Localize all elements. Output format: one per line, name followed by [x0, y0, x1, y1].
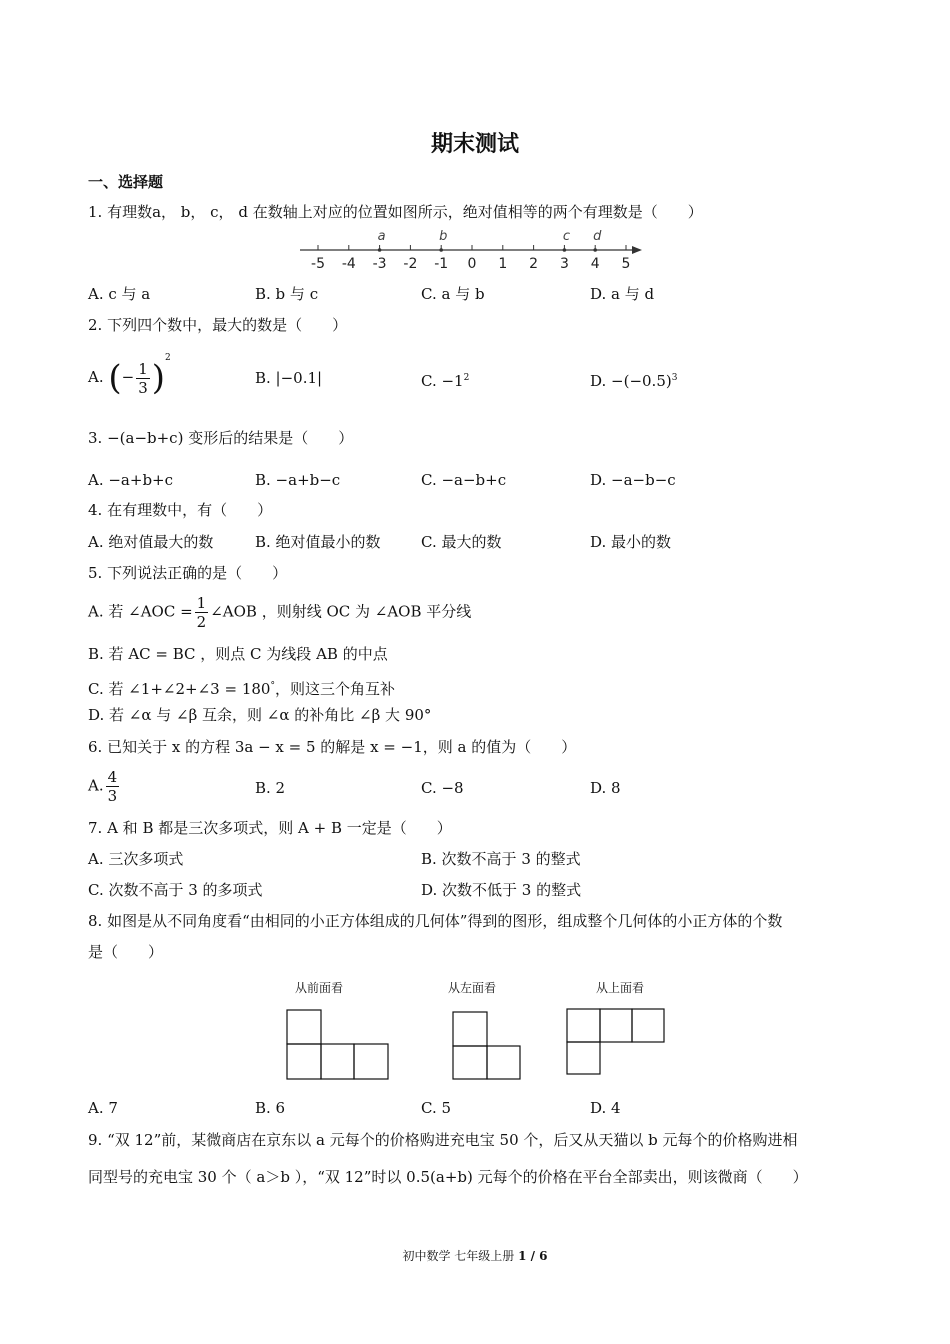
- q1-option-b: B. b 与 c: [255, 285, 319, 303]
- q5-stem: 5. 下列说法正确的是（ ）: [88, 564, 288, 582]
- q2-a-minus: −: [121, 368, 135, 386]
- q2-d-exponent: 3: [671, 373, 678, 383]
- numerator: 4: [107, 768, 118, 786]
- point-marker: [439, 248, 443, 252]
- q8-stem-line1: 8. 如图是从不同角度看“由相同的小正方体组成的几何体”得到的图形，组成整个几何体的小正方体的个数: [88, 912, 783, 930]
- point-label: b: [439, 229, 448, 244]
- q2-stem: 2. 下列四个数中，最大的数是（ ）: [88, 316, 348, 334]
- q2-d-text: D. −(−0.5): [590, 372, 672, 390]
- q6-option-b: B. 2: [255, 779, 286, 797]
- view-label-left: 从左面看: [448, 981, 497, 995]
- q6-a-fraction: [106, 768, 120, 805]
- denominator: 3: [107, 787, 118, 805]
- q6-stem: 6. 已知关于 x 的方程 3a − x = 5 的解是 x = −1，则 a 的值为（ ）: [88, 738, 577, 756]
- q1-option-d: D. a 与 d: [590, 285, 655, 303]
- q4-stem: 4. 在有理数中，有（ ）: [88, 501, 273, 519]
- q8-option-d: D. 4: [590, 1099, 621, 1117]
- page-title: 期末测试: [430, 132, 519, 157]
- q2-a-prefix: A.: [88, 368, 104, 386]
- point-label: d: [593, 229, 602, 244]
- q7-option-b: B. 次数不高于 3 的整式: [421, 850, 581, 868]
- point-label: a: [377, 229, 386, 244]
- point-marker: [378, 248, 382, 252]
- q6-option-c: C. −8: [421, 779, 464, 797]
- point-marker: [563, 248, 567, 252]
- view-label-front: 从前面看: [295, 981, 344, 995]
- q8-option-b: B. 6: [255, 1099, 286, 1117]
- q7-option-c: C. 次数不高于 3 的多项式: [88, 881, 263, 899]
- point-label: c: [562, 229, 570, 244]
- q5-option-d: D. 若 ∠α 与 ∠β 互余，则 ∠α 的补角比 ∠β 大 90°: [88, 706, 432, 724]
- q5-a-pre: A. 若 ∠AOC =: [88, 602, 193, 621]
- left-view: [453, 1012, 520, 1079]
- front-view: [287, 1010, 388, 1079]
- q7-option-a: A. 三次多项式: [88, 850, 184, 868]
- q3-option-a: A. −a+b+c: [88, 471, 174, 489]
- q2-c-exponent: 2: [463, 373, 470, 383]
- q2-option-c: [421, 368, 469, 391]
- q5-c-degree: °: [270, 681, 275, 691]
- q4-option-d: D. 最小的数: [590, 533, 672, 551]
- q1-stem: 1. 有理数a， b， c， d 在数轴上对应的位置如图所示，绝对值相等的两个有理数是（ ）: [88, 203, 703, 221]
- point-marker: [593, 248, 597, 252]
- q5-option-b: B. 若 AC = BC ，则点 C 为线段 AB 的中点: [88, 645, 388, 663]
- q8-option-a: A. 7: [88, 1099, 118, 1117]
- tick-label: -4: [341, 256, 356, 272]
- tick-label: 2: [529, 256, 539, 272]
- tick-label: -3: [372, 256, 387, 272]
- q1-option-a: A. c 与 a: [88, 285, 151, 303]
- numerator: 1: [196, 594, 207, 612]
- q5-a-fraction: [195, 594, 209, 631]
- tick-label: 3: [559, 256, 569, 272]
- q3-stem: 3. −(a−b+c) 变形后的结果是（ ）: [88, 429, 354, 447]
- q2-c-text: C. −1: [421, 372, 464, 390]
- numerator: 1: [138, 359, 148, 378]
- q2-a-exponent: 2: [165, 353, 171, 363]
- q7-stem: 7. A 和 B 都是三次多项式，则 A + B 一定是（ ）: [88, 819, 452, 837]
- tick-label: 5: [621, 256, 631, 272]
- q7-option-d: D. 次数不低于 3 的整式: [421, 881, 582, 899]
- q6-option-d: D. 8: [590, 779, 621, 797]
- q8-stem-line2: 是（ ）: [88, 943, 164, 961]
- tick-label: 1: [498, 256, 508, 272]
- q1-option-c: C. a 与 b: [421, 285, 485, 303]
- tick-label: -5: [311, 256, 325, 272]
- q5-c-post: ，则这三个角互补: [274, 680, 395, 698]
- q5-c-pre: C. 若 ∠1+∠2+∠3 = 180: [88, 680, 271, 698]
- q8-option-c: C. 5: [421, 1099, 452, 1117]
- q5-a-post: ∠AOB ，则射线 OC 为 ∠AOB 平分线: [210, 602, 472, 621]
- q4-option-a: A. 绝对值最大的数: [88, 533, 214, 551]
- q1-number-line: [295, 226, 655, 274]
- q4-option-c: C. 最大的数: [421, 533, 502, 551]
- footer-text: 初中数学 七年级上册: [402, 1249, 519, 1263]
- page-number: 1 / 6: [518, 1249, 548, 1263]
- q2-option-a: [88, 348, 171, 397]
- number-line-arrow: [632, 246, 642, 254]
- view-label-top: 从上面看: [596, 981, 645, 995]
- q6-a-prefix: A.: [88, 776, 104, 795]
- q9-line2: 同型号的充电宝 30 个（ a＞b ），“双 12”时以 0.5(a+b) 元每个的价格在平台全部卖出，则该微商（ ）: [88, 1168, 808, 1186]
- q2-option-b: B. |−0.1|: [255, 369, 323, 387]
- tick-label: -2: [403, 256, 418, 272]
- q8-views-figure: [280, 1003, 680, 1088]
- q3-option-d: D. −a−b−c: [590, 471, 676, 489]
- q4-option-b: B. 绝对值最小的数: [255, 533, 381, 551]
- denominator: 2: [196, 613, 207, 631]
- tick-label: -1: [434, 256, 449, 272]
- denominator: 3: [138, 378, 148, 397]
- page-footer: [0, 1247, 950, 1264]
- q2-a-fraction: [136, 360, 150, 397]
- q5-option-c: [88, 676, 395, 699]
- tick-label: 4: [590, 256, 600, 272]
- section-heading: 一、选择题: [88, 173, 164, 191]
- tick-label: 0: [467, 256, 477, 272]
- q2-option-d: [590, 368, 677, 391]
- top-view: [567, 1009, 664, 1074]
- q9-line1: 9. “双 12”前，某微商店在京东以 a 元每个的价格购进充电宝 50 个，后又从天猫以 b 元每个的价格购进相: [88, 1131, 798, 1149]
- left-paren: (: [108, 358, 122, 398]
- q3-option-c: C. −a−b+c: [421, 471, 507, 489]
- right-paren: ): [151, 358, 166, 398]
- q5-option-a: [88, 594, 471, 631]
- q3-option-b: B. −a+b−c: [255, 471, 341, 489]
- q6-option-a: [88, 768, 121, 805]
